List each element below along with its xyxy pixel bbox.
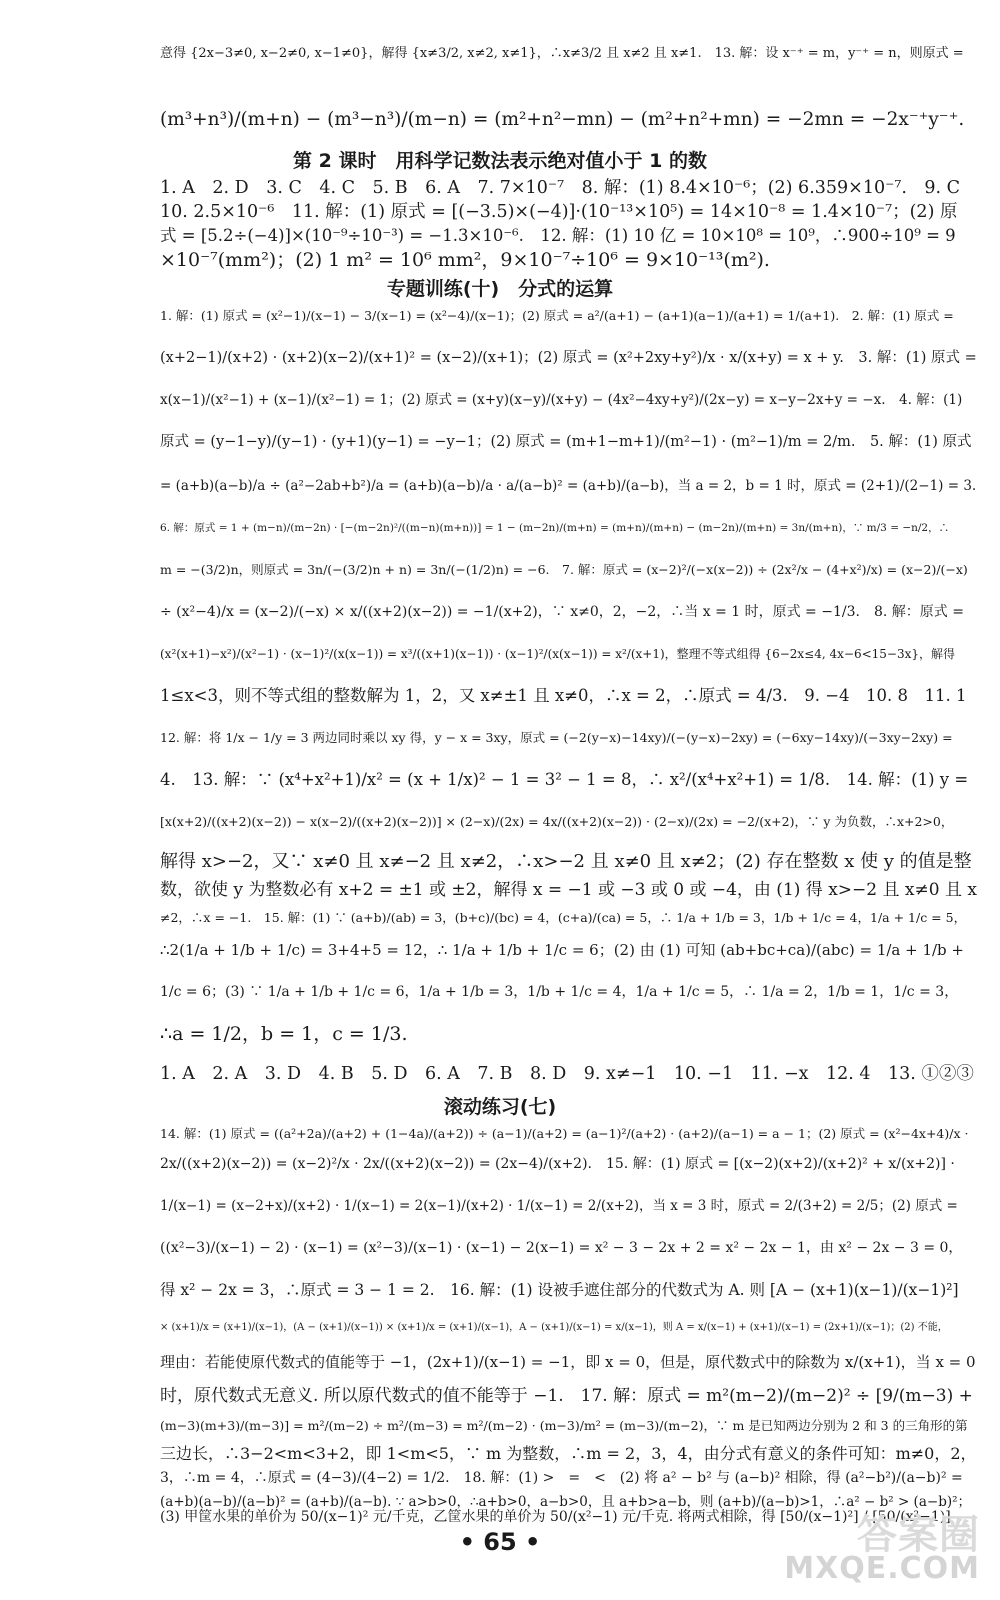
text-line: 6. 解：原式 = 1 + (m−n)/(m−2n) · [−(m−2n)²/((m−n)(m+n))] = 1 − (m−2n)/(m+n) = (m+n)/(m+n) − (m−2n)/(m+n) = 3n/(m+n)，∵ m/3 = −n/2，∴ <box>160 522 950 534</box>
text-line: 原式 = (y−1−y)/(y−1) · (y+1)(y−1) = −y−1；(2) 原式 = (m+1−m+1)/(m²−1) · (m²−1)/m = 2/m. 5. 解：(1) 原式 <box>160 434 972 450</box>
text-line: 得 x² − 2x = 3，∴原式 = 3 − 1 = 2. 16. 解：(1) 设被手遮住部分的代数式为 A. 则 [A − (x+1)(x−1)/(x−1)²] <box>160 1281 959 1299</box>
text-line: (x+2−1)/(x+2) · (x+2)(x−2)/(x+1)² = (x−2)/(x+1)；(2) 原式 = (x²+2xy+y²)/x · x/(x+y) = x + y. 3. 解：(1) 原式 = <box>160 350 977 366</box>
text-line: 数，欲使 y 为整数必有 x+2 = ±1 或 ±2，解得 x = −1 或 −3 或 0 或 −4，由 (1) 得 x>−2 且 x≠0 且 x <box>160 880 977 900</box>
section-heading-special: 专题训练(十) 分式的运算 <box>386 278 614 300</box>
text-line: 1. 解：(1) 原式 = (x²−1)/(x−1) − 3/(x−1) = (x²−4)/(x−1)；(2) 原式 = a²/(a+1) − (a+1)(a−1)/(a+1) = 1/(a+1). 2. 解：(1) 原式 = <box>160 308 954 323</box>
text-line: × (x+1)/x = (x+1)/(x−1)，(A − (x+1)/(x−1)) × (x+1)/x = (x+1)/(x−1)，A − (x+1)/(x−1) = x/(x−1)，则 A = x/(x−1) + (x+1)/(x−1) = (2x+1)/(x−1)；(2) 不能， <box>160 1322 948 1333</box>
text-line: 2x/((x+2)(x−2)) = (x−2)²/x · 2x/((x+2)(x−2)) = (2x−4)/(x+2). 15. 解：(1) 原式 = [(x−2)(x+2)/(x+2)² + x/(x+2)] · <box>160 1156 955 1172</box>
text-line: 1. A 2. D 3. C 4. C 5. B 6. A 7. 7×10⁻⁷ 8. 解：(1) 8.4×10⁻⁶；(2) 6.359×10⁻⁷. 9. C <box>160 178 961 198</box>
text-line: = (a+b)(a−b)/a ÷ (a²−2ab+b²)/a = (a+b)(a−b)/a · a/(a−b)² = (a+b)/(a−b)，当 a = 2，b = 1 时，原式 = (2+1)/(2−1) = 3. <box>160 478 977 494</box>
text-line: 三边长，∴3−2<m<3+2，即 1<m<5，∵ m 为整数，∴m = 2，3，4，由分式有意义的条件可知：m≠0，2， <box>160 1444 977 1463</box>
watermark-title: 答案圈 <box>857 1512 980 1558</box>
text-line: 意得 {2x−3≠0, x−2≠0, x−1≠0}，解得 {x≠3/2, x≠2, x≠1}，∴x≠3/2 且 x≠2 且 x≠1. 13. 解：设 x⁻⁺ = m，y⁻⁺ = n，则原式 = <box>160 46 964 61</box>
text-line: 10. 2.5×10⁻⁶ 11. 解：(1) 原式 = [(−3.5)×(−4)]·(10⁻¹³×10⁵) = 14×10⁻⁸ = 1.4×10⁻⁷；(2) 原 <box>160 202 958 222</box>
text-line: 1/(x−1) = (x−2+x)/(x+2) · 1/(x−1) = 2(x−1)/(x+2) · 1/(x−1) = 2/(x+2)，当 x = 3 时，原式 = 2/(3+2) = 2/5；(2) 原式 = <box>160 1198 958 1214</box>
text-line: 12. 解：将 1/x − 1/y = 3 两边同时乘以 xy 得，y − x = 3xy，原式 = (−2(y−x)−14xy)/(−(y−x)−2xy) = (−6xy−14xy)/(−3xy−2xy) = <box>160 730 953 745</box>
text-line: m = −(3/2)n，则原式 = 3n/(−(3/2)n + n) = 3n/(−(1/2)n) = −6. 7. 解：原式 = (x−2)²/(−x(x−2)) ÷ (2x²/x − (4+x²)/x) = (x−2)/(−x) <box>160 562 968 577</box>
text-line: 解得 x>−2，又∵ x≠0 且 x≠−2 且 x≠2，∴x>−2 且 x≠0 且 x≠2；(2) 存在整数 x 使 y 的值是整 <box>160 851 972 872</box>
text-line: 理由：若能使原代数式的值能等于 −1，(2x+1)/(x−1) = −1，即 x = 0，但是，原代数式中的除数为 x/(x+1)，当 x = 0 <box>160 1353 976 1371</box>
text-line: 14. 解：(1) 原式 = ((a²+2a)/(a+2) + (1−4a)/(a+2)) ÷ (a−1)/(a+2) = (a−1)²/(a+2) · (a+2)/(a−1) = a − 1；(2) 原式 = (x²−4x+4)/x · <box>160 1126 969 1141</box>
text-line: ≠2，∴x = −1. 15. 解：(1) ∵ (a+b)/(ab) = 3，(b+c)/(bc) = 4，(c+a)/(ca) = 5，∴ 1/a + 1/b = 3，1/b + 1/c = 4，1/a + 1/c = 5， <box>160 910 967 925</box>
text-line: x(x−1)/(x²−1) + (x−1)/(x²−1) = 1；(2) 原式 = (x+y)(x−y)/(x+y) − (4x²−4xy+y²)/(2x−y) = x−y−2x+y = −x. 4. 解：(1) <box>160 392 963 408</box>
text-line: ÷ (x²−4)/x = (x−2)/(−x) × x/((x+2)(x−2)) = −1/(x+2)，∵ x≠0，2，−2，∴当 x = 1 时，原式 = −1/3. 8. 解：原式 = <box>160 604 964 620</box>
page-number: • 65 • <box>459 1528 541 1556</box>
text-line: 1/c = 6；(3) ∵ 1/a + 1/b + 1/c = 6，1/a + 1/b = 3，1/b + 1/c = 4，1/a + 1/c = 5，∴ 1/a = 2，1/b = 1，1/c = 3， <box>160 984 959 1000</box>
text-line: 3，∴m = 4，∴原式 = (4−3)/(4−2) = 1/2. 18. 解：(1) > = < (2) 将 a² − b² 与 (a−b)² 相除，得 (a²−b²)/(a−b)² = <box>160 1470 963 1486</box>
text-line: [x(x+2)/((x+2)(x−2)) − x(x−2)/((x+2)(x−2))] × (2−x)/(2x) = 4x/((x+2)(x−2)) · (2−x)/(2x) = −2/(x+2)，∵ y 为负数，∴x+2>0， <box>160 814 954 829</box>
text-line: (3) 甲筐水果的单价为 50/(x−1)² 元/千克，乙筐水果的单价为 50/(x²−1) 元/千克. 将两式相除，得 [50/(x−1)²] / [50/(x²−1)] <box>160 1509 951 1525</box>
watermark-url: MXQE.COM <box>784 1551 980 1586</box>
text-line: (m−3)(m+3)/(m−3)] = m²/(m−2) ÷ m²/(m−3) = m²/(m−2) · (m−3)/m² = (m−3)/(m−2)，∵ m 是已知两边分别为 2 和 3 的三角形的第 <box>160 1418 968 1433</box>
text-line: ∴2(1/a + 1/b + 1/c) = 3+4+5 = 12，∴ 1/a + 1/b + 1/c = 6；(2) 由 (1) 可知 (ab+bc+ca)/(abc) = 1/a + 1/b + <box>160 941 964 959</box>
text-line: ∴a = 1/2，b = 1，c = 1/3. <box>160 1023 408 1045</box>
text-line: (m³+n³)/(m+n) − (m³−n³)/(m−n) = (m²+n²−mn) − (m²+n²+mn) = −2mn = −2x⁻⁺y⁻⁺. <box>160 109 965 130</box>
text-line: (a+b)(a−b)/(a−b)² = (a+b)/(a−b). ∵ a>b>0，∴a+b>0，a−b>0，且 a+b>a−b，则 (a+b)/(a−b)>1，∴a² − b² > (a−b)²； <box>160 1494 972 1510</box>
section-heading-rolling: 滚动练习(七) <box>443 1096 557 1118</box>
text-line: 式 = [5.2÷(−4)]×(10⁻⁹÷10⁻³) = −1.3×10⁻⁶. 12. 解：(1) 10 亿 = 10×10⁸ = 10⁹，∴900÷10⁹ = 9 <box>160 226 956 245</box>
text-line: 1. A 2. A 3. D 4. B 5. D 6. A 7. B 8. D 9. x≠−1 10. −1 11. −x 12. 4 13. ①②③ <box>160 1064 974 1084</box>
text-line: 1≤x<3，则不等式组的整数解为 1，2，又 x≠±1 且 x≠0，∴x = 2，∴原式 = 4/3. 9. −4 10. 8 11. 1 <box>160 686 967 705</box>
text-line: ((x²−3)/(x−1) − 2) · (x−1) = (x²−3)/(x−1) · (x−1) − 2(x−1) = x² − 3 − 2x + 2 = x² − 2x − 1，由 x² − 2x − 3 = 0， <box>160 1240 963 1256</box>
text-line: (x²(x+1)−x²)/(x²−1) · (x−1)²/(x(x−1)) = x³/((x+1)(x−1)) · (x−1)²/(x(x−1)) = x²/(x+1)，整理不等式组得 {6−2x≤4, 4x−6<15−3x}，解得 <box>160 647 956 661</box>
text-line: 4. 13. 解：∵ (x⁴+x²+1)/x² = (x + 1/x)² − 1 = 3² − 1 = 8，∴ x²/(x⁴+x²+1) = 1/8. 14. 解：(1) y = <box>160 770 969 789</box>
text-line: ×10⁻⁷(mm²)；(2) 1 m² = 10⁶ mm²，9×10⁻⁷÷10⁶ = 9×10⁻¹³(m²). <box>160 249 770 271</box>
watermark-logo <box>784 1512 980 1586</box>
section-heading-lesson: 第 2 课时 用科学记数法表示绝对值小于 1 的数 <box>293 150 707 172</box>
text-line: 时，原代数式无意义. 所以原代数式的值不能等于 −1. 17. 解：原式 = m²(m−2)/(m−2)² ÷ [9/(m−3) + <box>160 1386 973 1406</box>
